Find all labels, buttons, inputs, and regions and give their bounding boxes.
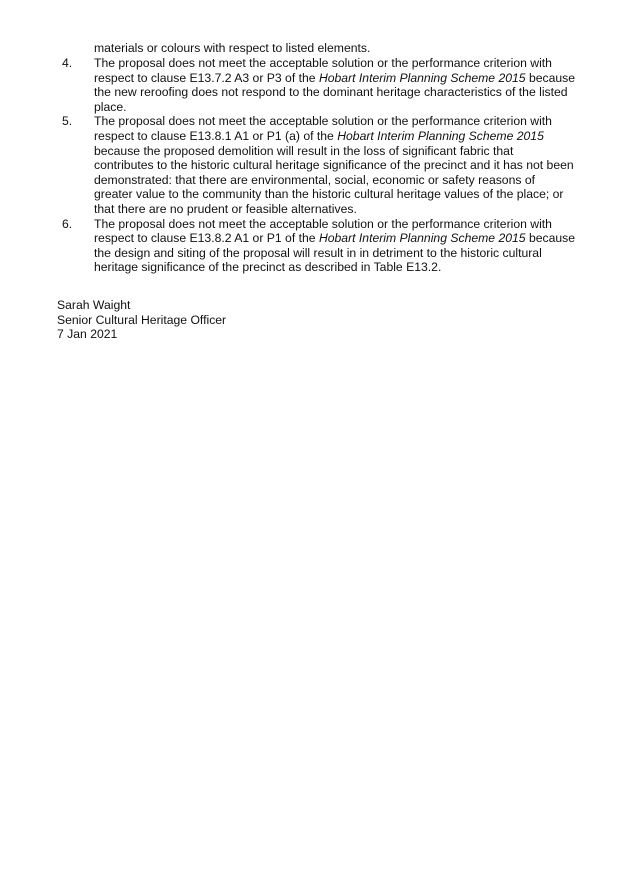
reason-text-start: The proposal does not meet the acceptable solution or the performance criterion with respect to clause E13.8.2 A1 or P1 of the bbox=[94, 216, 552, 246]
reason-text-end: because the new reroofing does not respond to the dominant heritage characteristics of the listed place. bbox=[94, 70, 576, 114]
reason-item bbox=[0, 56, 622, 114]
reason-text-end: because the proposed demolition will result in the loss of significant fabric that contributes to the historic cultural heritage significance of the precinct and it has not been demonstrated: that there are environmental, social, economic or safety reasons of greater value to the community than the historic cultural heritage values of the place; or that there are no prudent or feasible alternatives. bbox=[94, 143, 574, 216]
signature-block bbox=[57, 298, 357, 342]
planning-scheme-title: Hobart Interim Planning Scheme 2015 bbox=[318, 70, 526, 85]
planning-scheme-title: Hobart Interim Planning Scheme 2015 bbox=[337, 128, 544, 143]
reasons-list bbox=[0, 56, 622, 275]
reason-text bbox=[94, 217, 576, 275]
reason-item bbox=[0, 217, 622, 275]
reason-text-end: because the design and siting of the proposal will result in in detriment to the historic cultural heritage significance of the precinct as described in Table E13.2. bbox=[94, 231, 576, 275]
reason-text-start: The proposal does not meet the acceptable solution or the performance criterion with respect to clause E13.8.1 A1 or P1 (a) of the bbox=[94, 114, 552, 143]
signature-date: 7 Jan 2021 bbox=[57, 327, 118, 342]
reason-text bbox=[94, 56, 576, 114]
signatory-name: Sarah Waight bbox=[57, 298, 131, 312]
planning-scheme-title: Hobart Interim Planning Scheme 2015 bbox=[318, 231, 526, 246]
reason-number: 4. bbox=[62, 56, 73, 70]
reason-text bbox=[94, 114, 576, 216]
reason-number: 6. bbox=[62, 216, 73, 231]
signatory-position: Senior Cultural Heritage Officer bbox=[57, 312, 227, 327]
reason-text-start: The proposal does not meet the acceptable solution or the performance criterion with respect to clause E13.7.2 A3 or P3 of the bbox=[94, 56, 552, 85]
reason-number: 5. bbox=[62, 114, 73, 129]
reason-item bbox=[0, 114, 622, 216]
continuation-text: materials or colours with respect to listed elements. bbox=[94, 41, 371, 55]
